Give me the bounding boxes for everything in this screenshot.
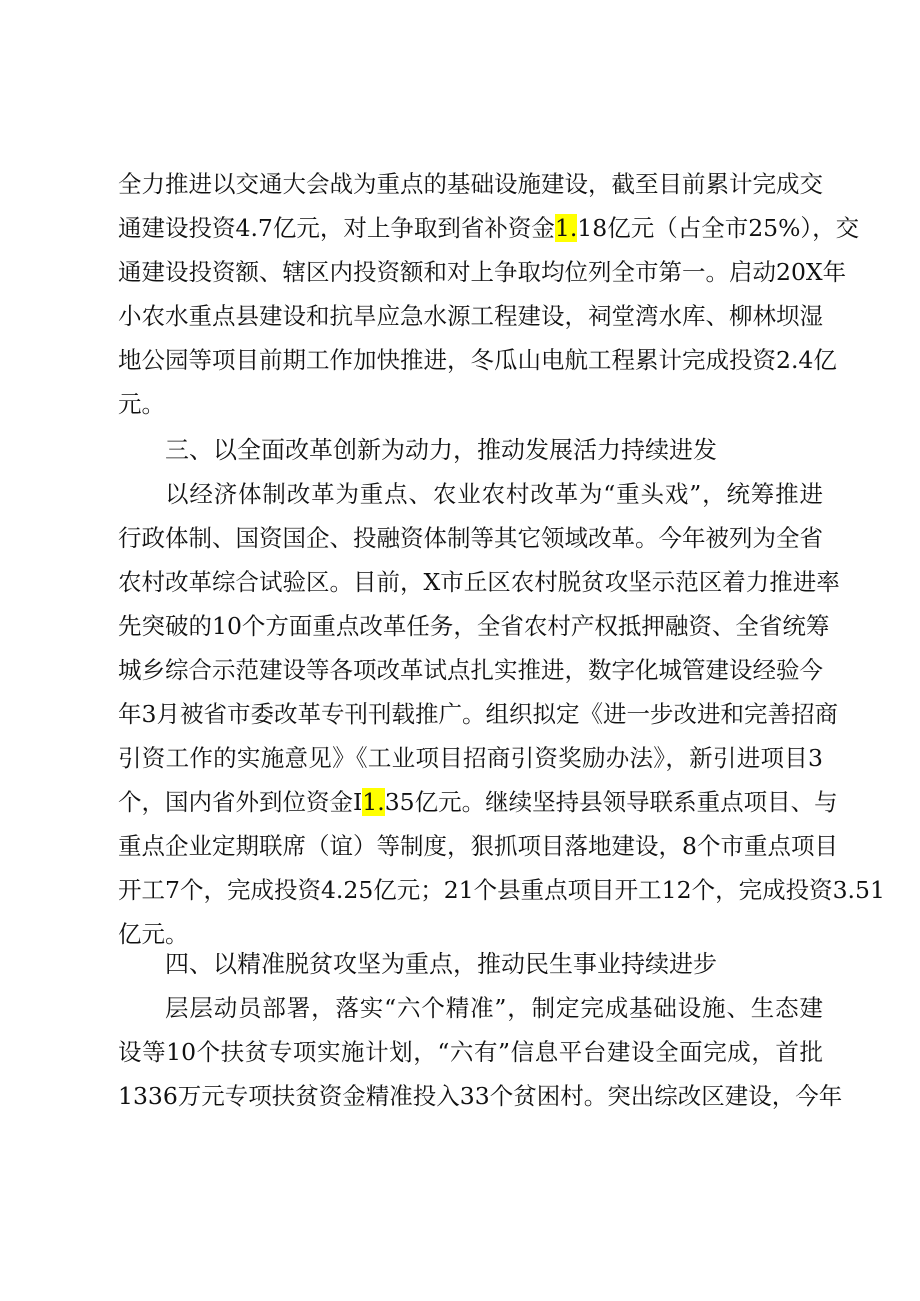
- paragraph-line: 年3月被省市委改革专刊刊载推广。组织拟定《进一步改进和完善招商: [118, 700, 838, 728]
- paragraph-line: 小农水重点县建设和抗旱应急水源工程建设，祠堂湾水库、柳林坝湿: [118, 302, 823, 330]
- highlighted-text: 1.: [362, 788, 385, 816]
- paragraph-line: 以经济体制改革为重点、农业农村改革为“重头戏”，统筹推进: [165, 480, 823, 508]
- paragraph-line: 层层动员部署，落实“六个精准”，制定完成基础设施、生态建: [165, 994, 823, 1022]
- paragraph-line: 行政体制、国资国企、投融资体制等其它领域改革。今年被列为全省: [118, 524, 823, 552]
- paragraph-line: 城乡综合示范建设等各项改革试点扎实推进，数字化城管建设经验今: [118, 656, 823, 684]
- section-4-heading: 四、以精准脱贫攻坚为重点，推动民生事业持续进步: [165, 950, 717, 978]
- paragraph-line: 农村改革综合试验区。目前，X市丘区农村脱贫攻坚示范区着力推进率: [118, 568, 840, 596]
- paragraph-line: 开工7个，完成投资4.25亿元；21个县重点项目开工12个，完成投资3.51: [118, 876, 885, 904]
- section-3-heading: 三、以全面改革创新为动力，推动发展活力持续进发: [165, 436, 717, 464]
- highlighted-text: 1.: [554, 214, 578, 242]
- paragraph-line: 1336万元专项扶贫资金精准投入33个贫困村。突出综改区建设，今年: [118, 1082, 843, 1110]
- section-4-paragraph: [118, 986, 843, 1118]
- paragraph-line: 重点企业定期联席（谊）等制度，狠抓项目落地建设，8个市重点项目: [118, 832, 838, 860]
- paragraph-line: 元。: [118, 390, 165, 418]
- paragraph-line: 引资工作的实施意见》《工业项目招商引资奖励办法》，新引进项目3: [118, 744, 823, 772]
- paragraph-line: 地公园等项目前期工作加快推进，冬瓜山电航工程累计完成投资2.4亿: [118, 346, 837, 374]
- section-3-paragraph: [118, 472, 885, 956]
- paragraph-line: 个，国内省外到位资金I1.35亿元。继续坚持县领导联系重点项目、与: [118, 788, 838, 816]
- paragraph-line: 通建设投资4.7亿元，对上争取到省补资金1.18亿元（占全市25%），交: [118, 214, 860, 242]
- paragraph-line: 先突破的10个方面重点改革任务，全省农村产权抵押融资、全省统筹: [118, 612, 830, 640]
- paragraph-line: 设等10个扶贫专项实施计划，“六有”信息平台建设全面完成，首批: [118, 1038, 823, 1066]
- section-2-paragraph: [118, 162, 860, 426]
- paragraph-line: 通建设投资额、辖区内投资额和对上争取均位列全市第一。启动20X年: [118, 258, 847, 286]
- paragraph-line: 全力推进以交通大会战为重点的基础设施建设，截至目前累计完成交: [118, 170, 823, 198]
- paragraph-line: 亿元。: [118, 920, 189, 948]
